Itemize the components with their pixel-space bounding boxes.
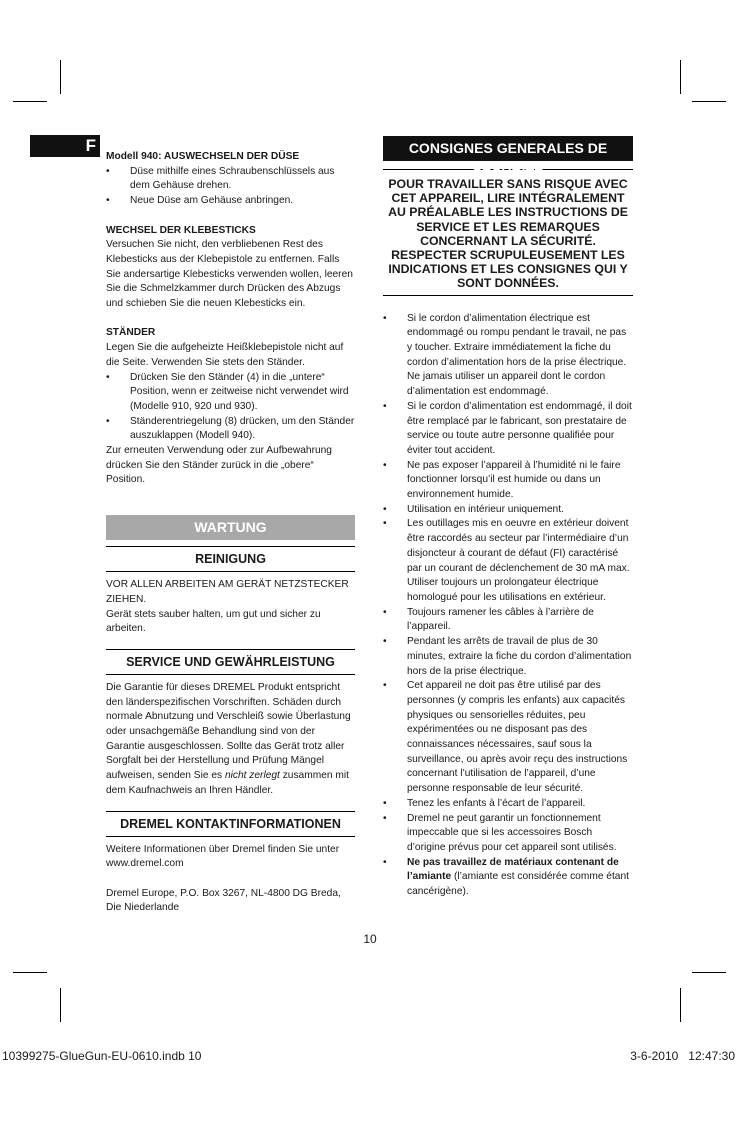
reinigung-heading: REINIGUNG bbox=[106, 546, 355, 572]
crop-mark bbox=[680, 988, 681, 1022]
safety-bullet-list bbox=[383, 312, 633, 900]
footer-timestamp: 3-6-2010 12:47:30 bbox=[630, 1049, 735, 1063]
list-item: • Ne pas exposer l’appareil à l’humidité ni le faire fonctionner lorsqu’il est humide ou dans un environnement humide. bbox=[383, 459, 633, 503]
list-item: • Dremel ne peut garantir un fonctionnement impeccable que si les accessoires Bosch d’origine prévus pour cet appareil sont utilisés. bbox=[383, 812, 633, 856]
safety-warning: POUR TRAVAILLER SANS RISQUE AVEC CET APPAREIL, LIRE INTÉGRALEMENT AU PRÉALABLE LES INSTRUCTIONS DE SERVICE ET LES REMARQUES CONCERNANT LA SÉCURITÉ. RESPECTER SCRUPULEUSEMENT LES INDICATIONS ET LES CONSIGNES QUI Y SONT DONNÉES. bbox=[383, 169, 633, 296]
stand-text: Legen Sie die aufgeheizte Heißklebepistole nicht auf die Seite. Verwenden Sie stets den Ständer. bbox=[106, 342, 344, 368]
model-bullet-list bbox=[106, 165, 355, 209]
list-item: • Toujours ramener les câbles à l’arrière de l’appareil. bbox=[383, 606, 633, 635]
reinigung-caps: VOR ALLEN ARBEITEN AM GERÄT NETZSTECKER ZIEHEN. bbox=[106, 579, 349, 605]
list-item bbox=[383, 856, 633, 900]
list-item: • Düse mithilfe eines Schraubenschlüssels aus dem Gehäuse drehen. bbox=[106, 165, 355, 194]
list-item: • Neue Düse am Gehäuse anbringen. bbox=[106, 194, 355, 209]
asbestos-warning-rest: (l’amiante est considérée comme étant cancérigène). bbox=[407, 871, 629, 898]
sticks-heading: WECHSEL DER KLEBESTICKS bbox=[106, 224, 256, 236]
model-heading: Modell 940: AUSWECHSELN DER DÜSE bbox=[106, 151, 300, 162]
list-item: • Tenez les enfants à l’écart de l’appareil. bbox=[383, 797, 633, 812]
reinigung-text: Gerät stets sauber halten, um gut und sicher zu arbeiten. bbox=[106, 608, 321, 635]
crop-mark bbox=[13, 972, 47, 973]
list-item: • Si le cordon d’alimentation électrique est endommagé ou rompu pendant le travail, ne pas y toucher. Extraire immédiatement la fiche du cordon d’alimentation hors de la prise électrique. Ne jamais utiliser un appareil dont le cordon d’alimentation est endommagé. bbox=[383, 312, 633, 400]
service-heading: SERVICE UND GEWÄHRLEISTUNG bbox=[106, 649, 355, 675]
asbestos-warning-bold: Ne pas travaillez de matériaux contenant de l’amiante bbox=[407, 856, 619, 883]
service-text bbox=[106, 681, 355, 799]
stand-after-text: Zur erneuten Verwendung oder zur Aufbewahrung drücken Sie den Ständer zurück in die „obere“ Position. bbox=[106, 445, 332, 486]
list-item: • Si le cordon d’alimentation est endommagé, il doit être remplacé par le fabricant, son prestataire de service ou toute autre personne qualifiée pour éviter tout accident. bbox=[383, 400, 633, 459]
crop-mark bbox=[680, 60, 681, 94]
page-number: 10 bbox=[363, 932, 377, 946]
contact-text: Weitere Informationen über Dremel finden Sie unter www.dremel.com bbox=[106, 843, 340, 870]
crop-mark bbox=[60, 60, 61, 94]
crop-mark bbox=[692, 101, 726, 102]
stand-heading: STÄNDER bbox=[106, 327, 156, 339]
wartung-banner: WARTUNG bbox=[106, 515, 355, 540]
service-text-after: zusammen mit dem Kaufnachweis an Ihren Händler. bbox=[106, 770, 349, 796]
address-text: Dremel Europe, P.O. Box 3267, NL-4800 DG Breda, Die Niederlande bbox=[106, 887, 341, 914]
language-tab: F bbox=[30, 135, 100, 157]
service-text-italic: nicht zerlegt bbox=[224, 770, 280, 782]
contact-heading: DREMEL KONTAKTINFORMATIONEN bbox=[106, 811, 355, 837]
list-item: • Cet appareil ne doit pas être utilisé par des personnes (y compris les enfants) aux capacités physiques ou sensorielles réduites, peu expérimentées ou ne disposant pas des connaissances nécessaires, sauf sous la surveillance, ou après avoir reçu des instructions concernant l’utilisation de l’appareil, d’une personne responsable de leur sécurité. bbox=[383, 679, 633, 797]
list-item: • Utilisation en intérieur uniquement. bbox=[383, 503, 633, 518]
service-text-before: Die Garantie für dieses DREMEL Produkt entspricht den länderspezifischen Vorschriften. Schäden durch normale Abnutzung und Verschleiß sowie Überlastung oder unsachgemäße Behandlung sind von der Garantie ausgeschlossen. Sollte das Gerät trotz aller Sorgfalt bei der Herstellung und Prüfung Mängel aufweisen, senden Sie es bbox=[106, 681, 351, 782]
sticks-text: Versuchen Sie nicht, den verbliebenen Rest des Klebesticks aus der Klebepistole zu entfernen. Falls Sie andersartige Klebesticks verwenden wollen, leeren Sie die Schmelzkammer durch Drücken des Abzugs und schieben Sie die neuen Klebesticks ein. bbox=[106, 239, 353, 310]
list-item: • Les outillages mis en oeuvre en extérieur doivent être raccordés au secteur par l’intermédiaire d’un disjoncteur à courant de défaut (FI) caractérisé par un courant de déclenchement de 30 mA max. Utiliser toujours un prolongateur électrique homologué pour les utilisations en extérieur. bbox=[383, 517, 633, 605]
list-item: • Drücken Sie den Ständer (4) in die „untere“ Position, wenn er zeitweise nicht verwendet wird (Modelle 910, 920 und 930). bbox=[106, 371, 355, 415]
safety-banner: CONSIGNES GENERALES DE SECURITE bbox=[383, 136, 633, 161]
left-column bbox=[106, 150, 355, 916]
list-item: • Ständerentriegelung (8) drücken, um den Ständer auszuklappen (Modell 940). bbox=[106, 415, 355, 444]
crop-mark bbox=[13, 101, 47, 102]
crop-mark bbox=[692, 972, 726, 973]
list-item: • Pendant les arrêts de travail de plus de 30 minutes, extraire la fiche du cordon d’alimentation hors de la prise électrique. bbox=[383, 635, 633, 679]
crop-mark bbox=[60, 988, 61, 1022]
stand-bullet-list bbox=[106, 371, 355, 445]
right-column bbox=[383, 136, 633, 900]
footer-file-info: 10399275-GlueGun-EU-0610.indb 10 bbox=[2, 1049, 202, 1063]
